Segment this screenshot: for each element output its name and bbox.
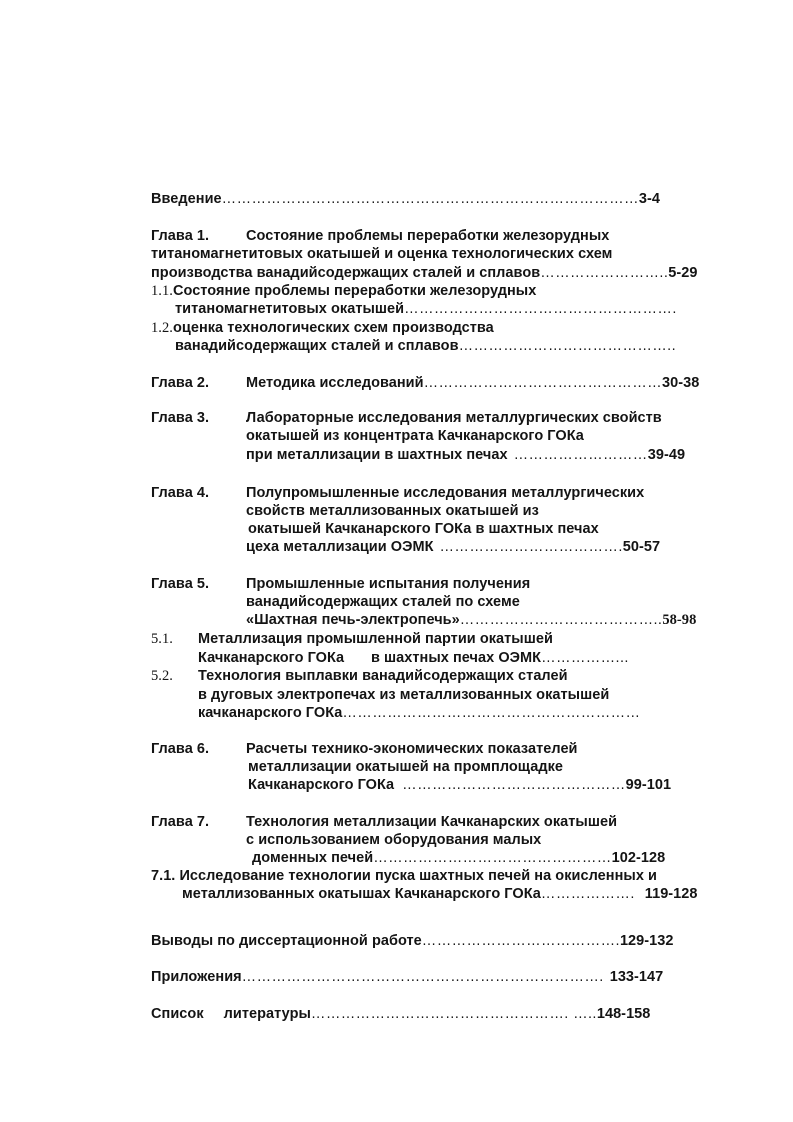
- page-range: 58-98: [662, 612, 697, 628]
- toc-sec-5-2-line3: [198, 704, 640, 722]
- toc-ch1-title-line1: Состояние проблемы переработки железорудных: [246, 228, 610, 244]
- page-range: 133-147: [609, 969, 664, 985]
- toc-ch5-title-text: «Шахтная печь-электропечь»: [246, 612, 460, 628]
- toc-sec-7-1-line1: 7.1. Исследование технологии пуска шахтных печей на окисленных и: [151, 868, 657, 884]
- toc-ch4-line4: [246, 538, 660, 556]
- toc-entry-references: [151, 1005, 650, 1023]
- toc-ch4-line3: окатышей Качканарского ГОКа в шахтных печах: [248, 521, 599, 537]
- page-range: 102-128: [611, 850, 666, 866]
- leader-dots: ……………………………………………………………….: [241, 969, 604, 985]
- toc-sec-1-2-line1: [151, 319, 494, 337]
- toc-sec-7-1-line2: [182, 885, 698, 903]
- section-title-cont: в шахтных печах ОЭМК: [371, 650, 542, 666]
- toc-entry-intro: [151, 190, 660, 208]
- toc-entry-conclusions: [151, 932, 674, 950]
- section-title-cont: металлизованных окатышах Качканарского ГОКа: [182, 886, 541, 902]
- toc-sec-1-1-line2: [175, 300, 677, 318]
- section-number: 1.2.: [151, 320, 173, 336]
- toc-ch5-line3: [246, 611, 696, 629]
- toc-sec-5-1-number: 5.1.: [151, 631, 173, 647]
- toc-ch2-number: Глава 2.: [151, 375, 210, 391]
- toc-ch6-number: Глава 6.: [151, 741, 210, 757]
- toc-entry-appendix: [151, 968, 663, 986]
- page-range: 129-132: [619, 933, 674, 949]
- toc-ch2-title-text: Методика исследований: [246, 375, 424, 391]
- page-range: 30-38: [662, 375, 700, 391]
- section-title-cont: ванадийсодержащих сталей и сплавов: [175, 338, 459, 354]
- toc-ch7-line2: с использованием оборудования малых: [246, 832, 542, 848]
- section-title-cont: титаномагнетитовых окатышей: [175, 301, 405, 317]
- toc-sec-5-2-number: 5.2.: [151, 668, 173, 684]
- toc-ch2-title: [246, 374, 699, 392]
- toc-ch7-number: Глава 7.: [151, 814, 210, 830]
- toc-ch4-line2: свойств металлизованных окатышей из: [246, 503, 539, 519]
- page-range: 50-57: [622, 539, 661, 555]
- page-range: 148-158: [596, 1006, 651, 1022]
- leader-dots: ……………………………………..: [458, 338, 677, 354]
- toc-ch3-number: Глава 3.: [151, 410, 210, 426]
- section-title: Состояние проблемы переработки железорудных: [172, 283, 537, 299]
- toc-ch6-line1: Расчеты технико-экономических показателей: [246, 741, 578, 757]
- toc-ch3-line2: окатышей из концентрата Качканарского ГОКа: [246, 428, 584, 444]
- toc-ch6-title-text: Качканарского ГОКа: [248, 777, 395, 793]
- leader-dots: ……………………..: [540, 265, 669, 281]
- leader-dots: ……………………………….: [439, 539, 623, 555]
- toc-ch3-line1: Лабораторные исследования металлургических свойств: [246, 410, 662, 426]
- leader-dots: ……………...: [541, 650, 629, 666]
- leader-dots: ………………………………………: [402, 777, 626, 793]
- toc-ch1-number: Глава 1.: [151, 228, 210, 244]
- toc-ch5-number: Глава 5.: [151, 576, 210, 592]
- toc-sec-1-1-line1: [151, 282, 536, 300]
- toc-ch7-title-text: доменных печей: [252, 850, 374, 866]
- toc-ch1-title-line3: [151, 264, 697, 282]
- toc-ch5-line2: ванадийсодержащих сталей по схеме: [246, 594, 520, 610]
- toc-refs-label-a: Список: [151, 1006, 204, 1022]
- section-number: 1.1.: [151, 283, 173, 299]
- toc-ch6-line3: [248, 776, 671, 794]
- toc-sec-5-1-line1: Металлизация промышленной партии окатышей: [198, 631, 553, 647]
- toc-ch4-title-text: цеха металлизации ОЭМК: [246, 539, 434, 555]
- section-title-cont: качканарского ГОКа: [198, 705, 343, 721]
- leader-dots: …………………………………………: [373, 850, 612, 866]
- toc-intro-label: Введение: [151, 191, 222, 207]
- toc-sec-5-1-line2b: [371, 649, 629, 667]
- page-range: 99-101: [625, 777, 672, 793]
- toc-ch4-line1: Полупромышленные исследования металлургических: [246, 485, 645, 501]
- toc-ch7-line3: [252, 849, 665, 867]
- toc-ch5-line1: Промышленные испытания получения: [246, 576, 531, 592]
- toc-ch3-line3: [246, 446, 685, 464]
- toc-sec-5-2-line1: Технология выплавки ванадийсодержащих сталей: [198, 668, 568, 684]
- leader-dots: ………………………: [513, 447, 648, 463]
- toc-sec-5-2-line2: в дуговых электропечах из металлизованных окатышей: [198, 687, 610, 703]
- leader-dots: ………………………………….: [421, 933, 620, 949]
- toc-ch7-line1: Технология металлизации Качканарских окатышей: [246, 814, 618, 830]
- toc-refs-label-b: литературы: [223, 1006, 311, 1022]
- page-range: 5-29: [668, 265, 698, 281]
- toc-conclusions-label: Выводы по диссертационной работе: [151, 933, 422, 949]
- toc-ch1-title-line2: титаномагнетитовых окатышей и оценка технологических схем: [151, 246, 613, 262]
- leader-dots: ……………….: [540, 886, 635, 902]
- toc-sec-1-2-line2: [175, 337, 676, 355]
- section-title: оценка технологических схем производства: [172, 320, 494, 336]
- toc-appendix-label: Приложения: [151, 969, 242, 985]
- page-range: 39-49: [647, 447, 686, 463]
- leader-dots: …………………………………………: [423, 375, 663, 391]
- leader-dots: …………………………………..: [459, 612, 663, 628]
- toc-sec-5-1-line2a: Качканарского ГОКа: [198, 650, 345, 666]
- toc-ch1-title-text: производства ванадийсодержащих сталей и сплавов: [151, 265, 541, 281]
- toc-ch4-number: Глава 4.: [151, 485, 210, 501]
- leader-dots: ……………………………………………………: [342, 705, 641, 721]
- page-range: 119-128: [644, 886, 698, 902]
- toc-ch6-line2: металлизации окатышей на промплощадке: [248, 759, 564, 775]
- leader-dots: …………………………………………………………………………: [221, 191, 639, 207]
- toc-ch3-title-text: при металлизации в шахтных печах: [246, 447, 508, 463]
- page-range: 3-4: [638, 191, 660, 207]
- leader-dots: ……………………………………………….: [404, 301, 677, 317]
- leader-dots: ……………………………………………. …..: [310, 1006, 597, 1022]
